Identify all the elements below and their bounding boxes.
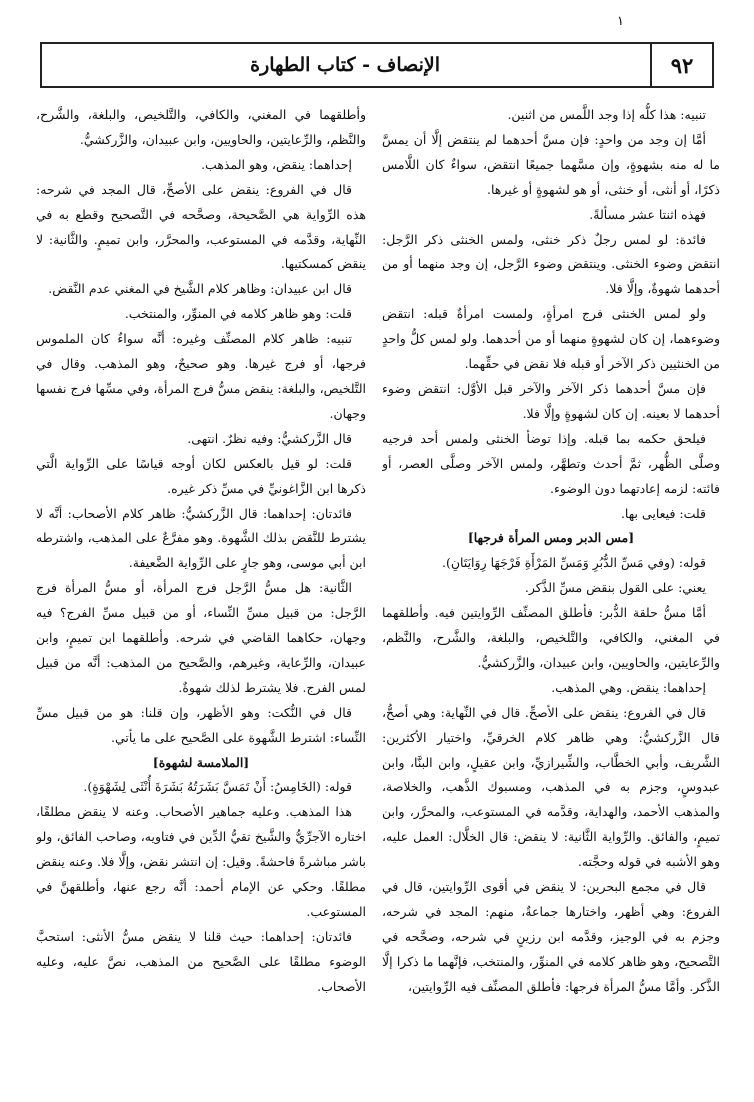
paragraph: قوله: (وفي مَسِّ الدُّبُرِ وَمَسِّ المَرْأَةِ فَرْجَهَا رِوَايَتَانِ). <box>441 555 706 571</box>
section-heading: [مس الدبر ومس المرأة فرجها] <box>467 530 635 546</box>
paragraph: تنبيه: هذا كلُّه إذا وجد اللَّمس من اثنين. <box>507 107 706 122</box>
paragraph: فائدتان: إحداهما: قال الزَّركشيُّ: ظاهر كلام الأصحاب: أنَّه لا يشترط للنَّقض بذلك الشَّهوة. وهو مفرَّعٌ على المذهب، واشترطه ابن أبي موسى، وهو جارٍ على الرِّواية الضَّعيفة. <box>36 505 366 571</box>
paragraph: الثَّانية: هل مسُّ الرَّجل فرج المرأة، أو مسُّ المرأة فرج الرَّجل: من قبيل مسِّ النِّساء، أو من قبيل مسِّ الفرج؟ فيه وجهان، حكاهما القاضي في شرحه. وأطلقهما ابن تميمٍ، وابن عبيدان، والرِّعاية، وغيرهم، والصَّحيح من المذهب: أنَّه من قبيل لمس الفرج. فلا يشترط لذلك شهوةٌ. <box>36 580 366 695</box>
paragraph: قوله: (الخَامِسُ: أَنْ تَمَسَّ بَشَرَتُهُ بَشَرَةَ أُنْثَى لِشَهْوَةٍ). <box>83 779 352 795</box>
left-column <box>36 103 366 1093</box>
right-column <box>382 103 720 1093</box>
paragraph: قال الزَّركشيُّ: وفيه نظرٌ. انتهى. <box>187 430 352 446</box>
section-heading: [الملامسة لشهوة] <box>152 754 250 770</box>
paragraph: قال في الفروع: ينقض على الأصحِّ. قال في النِّهاية: وهي أصحُّ، قال الزَّركشيُّ: وهي ظاهر كلام الخرقيِّ، واختيار الأكثرين: الشَّريف، وأبي الخطَّاب، والشِّيرازيِّ، وابن عقيلٍ، وابن البنَّا، وابن عبدوسٍ، وجزم به في المذهب، ومسبوك الذَّهب، والخلاصة، والمذهب الأحمد، والهداية، وقدَّمه في المستوعب، والمحرَّر، وابن تميمٍ، والفائق. والرِّواية الثَّانية: لا ينقض: قال الخلَّال: العمل عليه، وهو الأشبه في قوله وحجَّته. <box>382 704 720 870</box>
paragraph: فيلحق حكمه بما قبله. وإذا توضأ الخنثى ولمس أحد فرجيه وصلَّى الظُّهر، ثمَّ أحدث وتطهَّر، ولمس الآخر وصلَّى العصر، أو فائته: لزمه إعادتهما دون الوضوء. <box>382 430 720 496</box>
page-header <box>40 42 714 88</box>
paragraph: ولو لمس الخنثى فرج امرأةٍ، ولمست امرأةٌ قبله: انتقض وضوءهما، إن كان لشهوةٍ منهما أو من أحدهما. ولو لمس كلُّ واحدٍ من الخنثيين ذكر الآخر أو قبله فلا نقض في حقِّهما. <box>382 306 720 372</box>
paragraph: هذا المذهب. وعليه جماهير الأصحاب. وعنه لا ينقض مطلقًا، اختاره الآجرِّيُّ والشَّيخ تقيُّ الدِّين في فتاويه، وصاحب الفائق، ولو باشر مباشرةً فاحشةً. وقيل: إن انتشر نقض، وإلَّا فلا. وعنه ينقض مطلقًا. وحكي عن الإمام أحمد: أنَّه رجع عنها، وأطلقهنَّ في المستوعب. <box>36 804 366 919</box>
page-number: ٩٢ <box>650 44 712 86</box>
top-mark: ١ <box>617 14 624 29</box>
running-title: الإنصاف - كتاب الطهارة <box>250 54 440 76</box>
paragraph: فائدة: لو لمس رجلٌ ذكر خنثى، ولمس الخنثى ذكر الرَّجل: انتقض وضوء الخنثى. وينتقض وضوء الرَّجل، إن وجد منهما أو من أحدهما شهوةٌ، وإلَّا فلا. <box>382 231 720 297</box>
paragraph: فهذه اثنتا عشر مسألةً. <box>589 206 706 222</box>
paragraph: قال في مجمع البحرين: لا ينقض في أقوى الرِّوايتين، قال في الفروع: وهي أظهر، واختارها جماعةٌ، منهم: المجد في شرحه، وجزم به في الوجيز، وقدَّمه ابن رزينٍ في شرحه، وصحَّحه في التَّصحيح، وهو ظاهر كلامه في المنوِّر، والمنتخب، فإنَّهما ما ذكرا إلَّا الذَّكر. وأمَّا مسُّ المرأة فرجها: فأطلق المصنِّف فيه الرِّوايتين، <box>382 879 720 994</box>
paragraph: إحداهما: ينقض، وهو المذهب. <box>201 156 352 172</box>
paragraph: أمَّا إن وجد من واحدٍ: فإن مسَّ أحدهما لم ينتقض إلَّا أن يمسَّ ما له منه بشهوةٍ، وإن مسَّهما جميعًا انتقض، سواءٌ كان اللَّامس ذكرًا، أو أنثى، أو خنثى، أو هو لشهوةٍ أو غيرها. <box>382 131 720 197</box>
paragraph: فإن مسَّ أحدهما ذكر الآخر والآخر قبل الأوَّل: انتقض وضوء أحدهما لا بعينه. إن كان لشهوةٍ وإلَّا فلا. <box>382 380 720 421</box>
paragraph: تنبيه: ظاهر كلام المصنِّف وغيره: أنَّه سواءٌ كان الملموس فرجها، أو فرج غيرها. وهو صحيحٌ، وهو المذهب. وقال في التَّلخيص، والبلغة: ينقض مسُّ فرج المرأة، وفي مسِّها فرج نفسها وجهان. <box>36 331 366 421</box>
paragraph: إحداهما: ينقض. وهي المذهب. <box>551 679 706 695</box>
paragraph: قلت: وهو ظاهر كلامه في المنوِّر، والمنتخب. <box>124 306 352 322</box>
paragraph: فائدتان: إحداهما: حيث قلنا لا ينقض مسُّ الأنثى: استحبَّ الوضوء مطلقًا على الصَّحيح من المذهب، نصَّ عليه، وعليه الأصحاب. <box>36 928 366 994</box>
paragraph: قلت: لو قيل بالعكس لكان أوجه قياسًا على الرِّواية الَّتي ذكرها ابن الزَّاغونيِّ في مسِّ ذكر غيره. <box>36 455 366 496</box>
paragraph: قال ابن عبيدان: وظاهر كلام الشَّيخ في المغني عدم النَّقض. <box>48 281 352 297</box>
paragraph: وأطلقهما في المغني، والكافي، والتَّلخيص، والبلغة، والشَّرح، والنَّظم، والرِّعايتين، والحاويين، وابن عبيدان، والزَّركشيُّ. <box>36 107 366 147</box>
paragraph: أمَّا مسُّ حلقة الدُّبر: فأطلق المصنِّف الرِّوايتين فيه. وأطلقهما في المغني، والكافي، والتَّلخيص، والبلغة، والشَّرح، والنَّظم، والرِّعايتين، والحاويين، وابن عبيدان، والزَّركشيُّ. <box>382 605 720 670</box>
paragraph: قلت: فيعايى بها. <box>620 505 706 521</box>
paragraph: يعني: على القول بنقض مسِّ الذَّكر. <box>524 580 706 596</box>
paragraph: قال في النُّكت: وهو الأظهر، وإن قلنا: هو من قبيل مسِّ النِّساء: اشترط الشَّهوة على الصَّحيح على ما يأتي. <box>36 704 366 745</box>
paragraph: قال في الفروع: ينقض على الأصحِّ، قال المجد في شرحه: هذه الرِّواية هي الصَّحيحة، وصحَّحه في التَّصحيح وقطع به في النِّهاية، وقدَّمه في المستوعب، والمحرَّر، وابن تميمٍ. والثَّانية: لا ينقض كمسكتيها. <box>36 181 366 272</box>
